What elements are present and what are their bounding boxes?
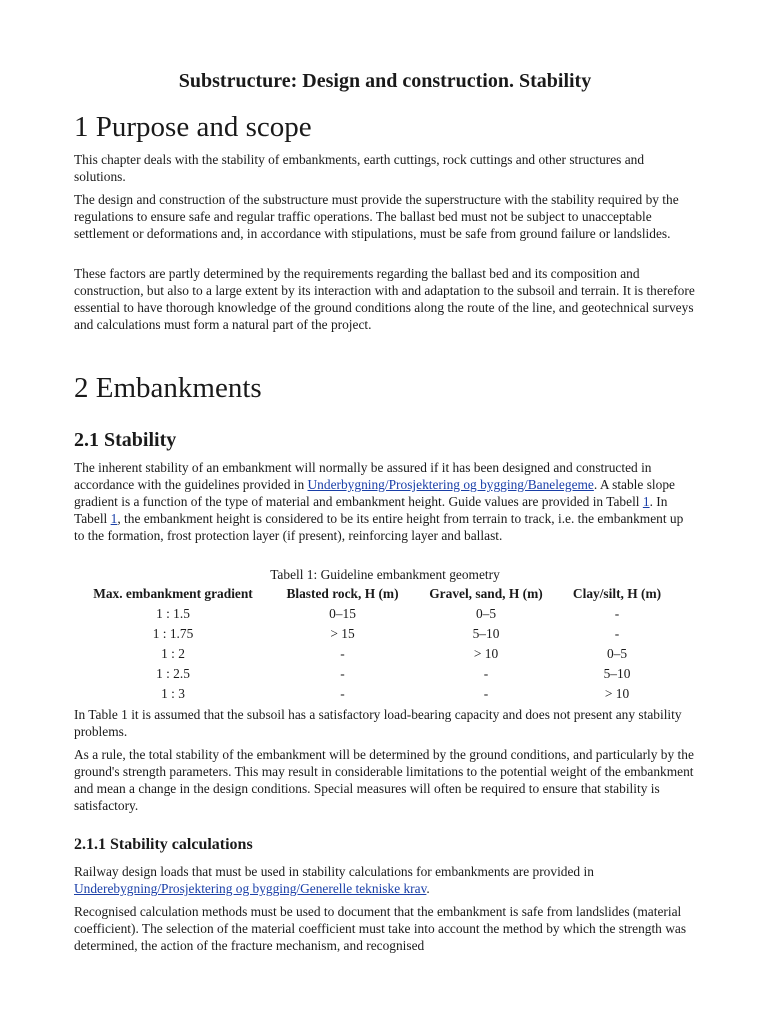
link-banelegeme[interactable]: Underbygning/Prosjektering og bygging/Banelegeme — [307, 477, 594, 492]
paragraph-substructure-design: The design and construction of the substructure must provide the superstructure with the stability required by the regulations to ensure safe and regular traffic operations. The ballast bed must not be subject to unacceptable settlement or deformations and, in accordance with stipulations, must be safe from ground failure or landslides. — [74, 192, 679, 241]
paragraph-inherent-stability — [74, 459, 696, 544]
table-cell: 1 : 2 — [161, 646, 185, 661]
table-cell: 1 : 1.5 — [156, 606, 190, 621]
table-cell: 5–10 — [603, 666, 631, 681]
text-segment: . A stable slope gradient is a function of the type of material and embankment height. Guide values are provided in Tabell — [74, 477, 675, 509]
table-row — [74, 664, 675, 684]
table-cell: - — [483, 666, 489, 681]
heading-stability: 2.1 Stability — [74, 429, 177, 451]
table-cell: - — [340, 686, 345, 701]
table-cell: > 15 — [330, 626, 355, 641]
table-caption: Tabell 1: Guideline embankment geometry — [270, 567, 500, 582]
table-cell: - — [483, 686, 489, 701]
column-header-clay-silt: Clay/silt, H (m) — [572, 586, 662, 601]
table-cell: - — [614, 626, 620, 641]
table-cell: - — [614, 606, 620, 621]
text-segment: Railway design loads that must be used in stability calculations for embankments are provided in — [74, 864, 594, 879]
table-cell: - — [340, 666, 345, 681]
text-segment: . In Tabell — [74, 494, 668, 526]
table-cell: - — [340, 646, 345, 661]
heading-embankments: 2 Embankments — [74, 372, 262, 404]
paragraph-ground-conditions: These factors are partly determined by the requirements regarding the ballast bed and its composition and construction, but also to a large extent by its interaction with and adaptation to the subsoil and terrain. It is therefore essential to have thorough knowledge of the ground conditions along the route of the line, and geotechnical surveys and calculations must form a natural part of the project. — [74, 266, 695, 332]
column-header-gravel-sand: Gravel, sand, H (m) — [429, 586, 543, 601]
table-cell: 0–5 — [475, 606, 497, 621]
link-tabell-1-ref-b[interactable]: 1 — [110, 511, 118, 526]
column-header-blasted-rock: Blasted rock, H (m) — [286, 586, 399, 601]
table-cell: 1 : 2.5 — [156, 666, 190, 681]
paragraph-total-stability: As a rule, the total stability of the embankment will be determined by the ground conditions, and particularly by the ground's strength parameters. This may result in considerable limitations to the potential weight of the embankment and mean a change in the design conditions. Special measures will often be required to ensure that stability is satisfactory. — [74, 747, 694, 813]
table-cell: 1 : 1.75 — [152, 626, 194, 641]
text-segment: , the embankment height is considered to be its entire height from terrain to track, i.e. the embankment up to the formation, frost protection layer (if present), reinforcing layer and ballast. — [74, 511, 684, 543]
text-segment: The inherent stability of an embankment will normally be assured if it has been designed and constructed in accordance with the guidelines provided in — [74, 460, 652, 492]
table-cell: 1 : 3 — [161, 686, 185, 701]
link-generelle-tekniske-krav[interactable]: Underebygning/Prosjektering og bygging/Generelle tekniske krav — [74, 881, 427, 896]
table-row — [74, 684, 675, 704]
table-row — [74, 604, 675, 624]
paragraph-calculation-methods: Recognised calculation methods must be used to document that the embankment is safe from landslides (material coefficient). The selection of the material coefficient must take into account the method by which the strength was determined, the action of the fracture mechanism, and recognised — [74, 904, 687, 953]
document-title: Substructure: Design and construction. Stability — [178, 70, 592, 92]
table-cell: 0–15 — [329, 606, 356, 621]
link-tabell-1-ref-a[interactable]: 1 — [642, 494, 650, 509]
table-row — [74, 644, 675, 664]
table-row — [74, 624, 675, 644]
text-segment: . — [426, 881, 430, 896]
paragraph-table-assumption: In Table 1 it is assumed that the subsoil has a satisfactory load-bearing capacity and does not present any stability problems. — [74, 707, 682, 739]
table-cell: > 10 — [604, 686, 630, 701]
table-cell: 5–10 — [472, 626, 500, 641]
table-cell: 0–5 — [606, 646, 628, 661]
heading-purpose-and-scope: 1 Purpose and scope — [74, 111, 312, 143]
heading-stability-calculations: 2.1.1 Stability calculations — [74, 836, 253, 853]
paragraph-chapter-scope: This chapter deals with the stability of embankments, earth cuttings, rock cuttings and other structures and solutions. — [74, 152, 645, 184]
table-header-row — [74, 584, 675, 604]
paragraph-design-loads — [74, 863, 696, 897]
embankment-geometry-table — [74, 584, 675, 704]
table-cell: > 10 — [473, 646, 499, 661]
column-header-gradient: Max. embankment gradient — [93, 586, 253, 601]
